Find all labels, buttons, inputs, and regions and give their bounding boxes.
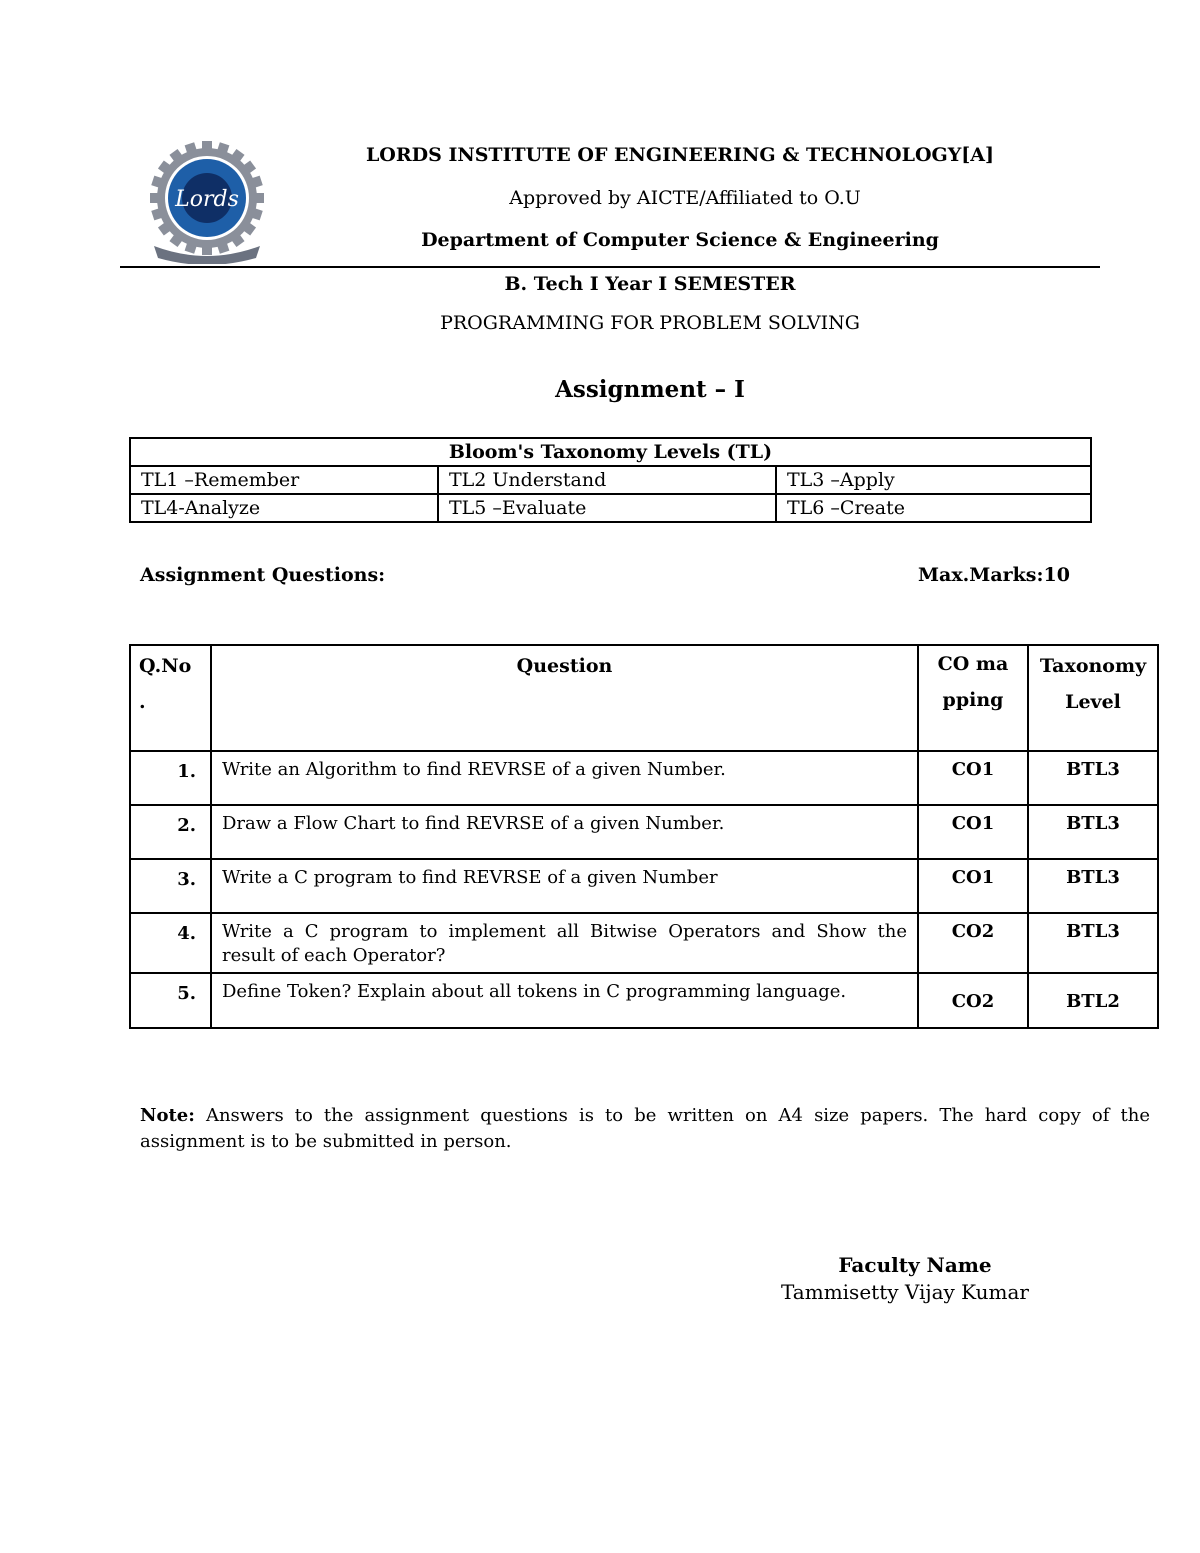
table-row bbox=[130, 973, 1158, 1028]
taxonomy-cell: TL5 –Evaluate bbox=[438, 494, 776, 522]
question-text: Draw a Flow Chart to find REVRSE of a given Number. bbox=[211, 805, 918, 859]
taxonomy-cell: TL4-Analyze bbox=[130, 494, 438, 522]
taxonomy-level: BTL3 bbox=[1028, 751, 1158, 805]
department-name: Department of Computer Science & Engineering bbox=[421, 229, 939, 251]
logo-text: Lords bbox=[175, 187, 239, 212]
taxonomy-cell: TL1 –Remember bbox=[130, 466, 438, 494]
taxonomy-table bbox=[129, 437, 1092, 523]
taxonomy-row bbox=[130, 466, 1091, 494]
question-number: 4. bbox=[130, 913, 211, 973]
faculty-title: Faculty Name bbox=[838, 1253, 992, 1277]
header-co-mapping: CO mapping bbox=[918, 645, 1028, 751]
college-seal-logo-graphic bbox=[144, 140, 274, 264]
header-question: Question bbox=[211, 645, 918, 751]
questions-header-row bbox=[130, 645, 1158, 751]
taxonomy-cell: TL3 –Apply bbox=[776, 466, 1091, 494]
institute-name: LORDS INSTITUTE OF ENGINEERING & TECHNOLOGY[A] bbox=[365, 144, 995, 166]
header-taxonomy-level: Taxonomy Level bbox=[1028, 645, 1158, 751]
taxonomy-row bbox=[130, 494, 1091, 522]
approval-line: Approved by AICTE/Affiliated to O.U bbox=[509, 187, 861, 209]
co-mapping: CO1 bbox=[918, 751, 1028, 805]
question-number: 2. bbox=[130, 805, 211, 859]
co-mapping: CO2 bbox=[918, 913, 1028, 973]
header-qno: Q.No . bbox=[130, 645, 211, 751]
co-mapping: CO1 bbox=[918, 859, 1028, 913]
question-number: 5. bbox=[130, 973, 211, 1028]
max-marks: Max.Marks:10 bbox=[918, 564, 1070, 586]
note-text: Answers to the assignment questions is to be written on A4 size papers. The hard copy of the assignment is to be submitted in person. bbox=[140, 1105, 1150, 1152]
taxonomy-cell: TL6 –Create bbox=[776, 494, 1091, 522]
assignment-title: Assignment – I bbox=[555, 376, 745, 403]
year-semester: B. Tech I Year I SEMESTER bbox=[504, 273, 796, 295]
taxonomy-header-row bbox=[130, 438, 1091, 466]
question-text: Write a C program to implement all Bitwise Operators and Show the result of each Operator? bbox=[211, 913, 918, 973]
taxonomy-level: BTL3 bbox=[1028, 805, 1158, 859]
table-row bbox=[130, 805, 1158, 859]
taxonomy-level: BTL2 bbox=[1028, 973, 1158, 1028]
questions-label: Assignment Questions: bbox=[140, 564, 386, 586]
college-seal-logo bbox=[144, 140, 274, 264]
question-text: Write an Algorithm to find REVRSE of a given Number. bbox=[211, 751, 918, 805]
note-label: Note: bbox=[140, 1105, 195, 1126]
table-row bbox=[130, 751, 1158, 805]
question-number: 3. bbox=[130, 859, 211, 913]
table-row bbox=[130, 859, 1158, 913]
note-paragraph bbox=[140, 1103, 1150, 1155]
taxonomy-level: BTL3 bbox=[1028, 913, 1158, 973]
co-mapping: CO2 bbox=[918, 973, 1028, 1028]
questions-table bbox=[129, 644, 1159, 1029]
question-number: 1. bbox=[130, 751, 211, 805]
taxonomy-level: BTL3 bbox=[1028, 859, 1158, 913]
subject-title: PROGRAMMING FOR PROBLEM SOLVING bbox=[440, 312, 860, 334]
co-mapping: CO1 bbox=[918, 805, 1028, 859]
faculty-name: Tammisetty Vijay Kumar bbox=[781, 1280, 1029, 1304]
question-text: Define Token? Explain about all tokens in C programming language. bbox=[211, 973, 918, 1028]
taxonomy-cell: TL2 Understand bbox=[438, 466, 776, 494]
taxonomy-title: Bloom's Taxonomy Levels (TL) bbox=[130, 438, 1091, 466]
header-divider bbox=[120, 266, 1100, 268]
question-text: Write a C program to find REVRSE of a given Number bbox=[211, 859, 918, 913]
table-row bbox=[130, 913, 1158, 973]
